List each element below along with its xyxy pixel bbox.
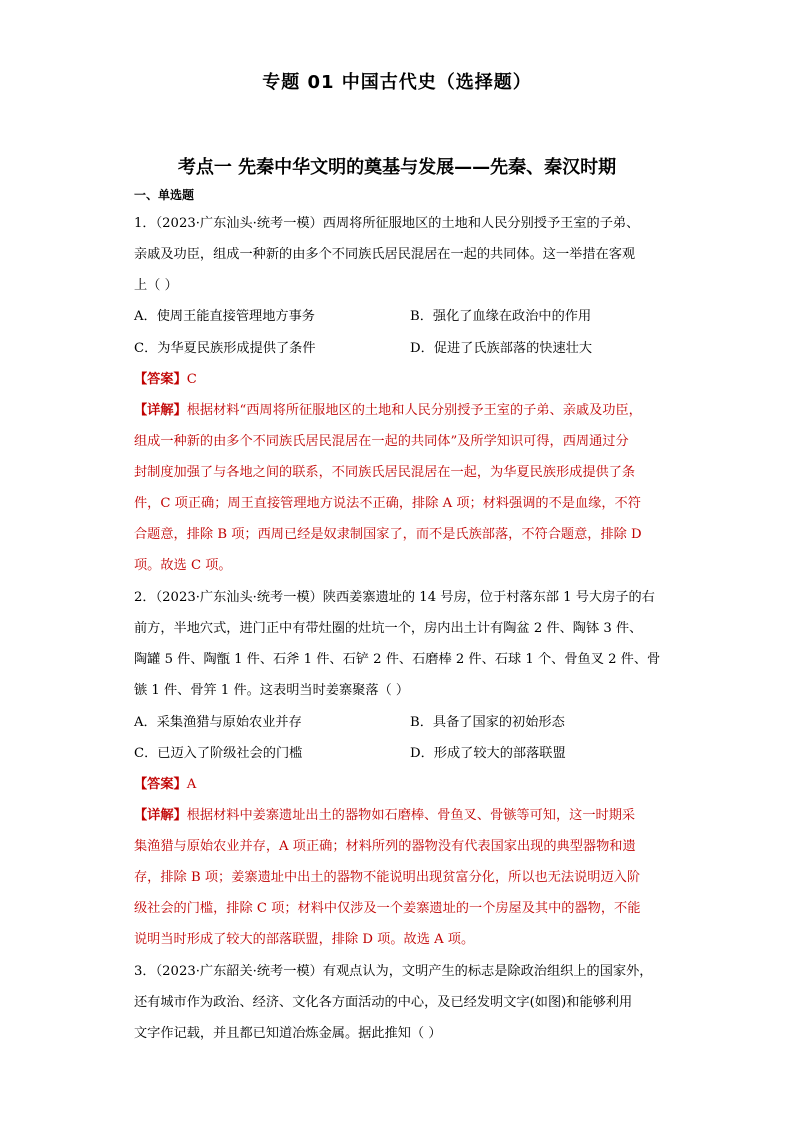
q1-option-a: A．使周王能直接管理地方事务 bbox=[134, 309, 315, 324]
q2-option-a: A．采集渔猎与原始农业并存 bbox=[134, 715, 302, 730]
q2-stem-line-4: 镞 1 件、骨笄 1 件。这表明当时姜寨聚落（ ） bbox=[134, 683, 410, 698]
q1-detail-text-1: 根据材料“西周将所征服地区的土地和人民分别授予王室的子弟、亲戚及功臣， bbox=[186, 403, 642, 418]
q2-detail-line-1 bbox=[134, 804, 635, 823]
document-title: 专题 01 中国古代史（选择题） bbox=[262, 72, 532, 93]
q2-detail-line-5: 说明当时形成了较大的部落联盟，排除 D 项。故选 A 项。 bbox=[134, 932, 475, 947]
q1-stem-line-2: 亲戚及功臣，组成一种新的由多个不同族氏居民混居在一起的共同体。这一举措在客观 bbox=[134, 247, 636, 262]
q2-detail-line-3: 存，排除 B 项；姜寨遗址中出土的器物不能说明出现贫富分化，所以也无法说明迈入阶 bbox=[134, 870, 641, 885]
q1-detail-line-2: 组成一种新的由多个不同族氏居民混居在一起的共同体”及所学知识可得，西周通过分 bbox=[134, 434, 629, 449]
q1-detail-label: 【详解】 bbox=[134, 403, 187, 418]
q2-option-d: D．形成了较大的部落联盟 bbox=[410, 746, 566, 761]
q3-stem-line-3: 文字作记载，并且都已知道冶炼金属。据此推知（ ） bbox=[134, 1026, 442, 1041]
q2-answer-value: A bbox=[186, 777, 197, 792]
q1-option-b: B．强化了血缘在政治中的作用 bbox=[410, 309, 592, 324]
q2-answer-label: 【答案】 bbox=[134, 777, 187, 792]
q1-detail-line-6: 项。故选 C 项。 bbox=[134, 558, 232, 573]
q1-answer bbox=[134, 368, 197, 387]
q2-detail-line-2: 集渔猎与原始农业并存，A 项正确；材料所列的器物没有代表国家出现的典型器物和遗 bbox=[134, 839, 636, 854]
q1-answer-value: C bbox=[186, 372, 197, 387]
q1-stem-line-1: 1．（2023·广东汕头·统考一模）西周将所征服地区的土地和人民分别授予王室的子弟、 bbox=[134, 216, 640, 231]
q2-stem-line-2: 前方，半地穴式，进门正中有带灶圈的灶坑一个，房内出土计有陶盆 2 件、陶钵 3 件、 bbox=[134, 621, 643, 636]
q2-detail-line-4: 级社会的门槛，排除 C 项；材料中仅涉及一个姜寨遗址的一个房屋及其中的器物，不能 bbox=[134, 901, 641, 916]
q1-option-d: D．促进了氏族部落的快速壮大 bbox=[410, 341, 593, 356]
q2-stem-line-1: 2．（2023·广东汕头·统考一模）陕西姜寨遗址的 14 号房，位于村落东部 1 号大房子的右 bbox=[134, 590, 655, 605]
q2-stem-line-3: 陶罐 5 件、陶甑 1 件、石斧 1 件、石铲 2 件、石磨棒 2 件、石球 1 个、骨鱼叉 2 件、骨 bbox=[134, 652, 661, 667]
q1-option-c: C．为华夏民族形成提供了条件 bbox=[134, 341, 316, 356]
section-title: 考点一 先秦中华文明的奠基与发展——先秦、秦汉时期 bbox=[177, 157, 617, 178]
q2-option-c: C．已迈入了阶级社会的门槛 bbox=[134, 746, 303, 761]
q1-detail-line-4: 件，C 项正确；周王直接管理地方说法不正确，排除 A 项；材料强调的不是血缘，不符 bbox=[134, 496, 641, 511]
q3-stem-line-1: 3．（2023·广东韶关·统考一模）有观点认为，文明产生的标志是除政治组织上的国家外， bbox=[134, 964, 653, 979]
q3-stem-line-2: 还有城市作为政治、经济、文化各方面活动的中心，及已经发明文字(如图)和能够利用 bbox=[134, 995, 633, 1010]
q2-option-b: B．具备了国家的初始形态 bbox=[410, 715, 565, 730]
q1-detail-line-5: 合题意，排除 B 项；西周已经是奴隶制国家了，而不是氏族部落，不符合题意，排除 D bbox=[134, 527, 642, 542]
q2-detail-label: 【详解】 bbox=[134, 808, 187, 823]
q1-detail-line-3: 封制度加强了与各地之间的联系，不同族氏居民混居在一起，为华夏民族形成提供了条 bbox=[134, 465, 636, 480]
part-title: 一、单选题 bbox=[134, 188, 195, 202]
q1-answer-label: 【答案】 bbox=[134, 372, 187, 387]
q2-detail-text-1: 根据材料中姜寨遗址出土的器物如石磨棒、骨鱼叉、骨镞等可知，这一时期采 bbox=[186, 808, 636, 823]
q1-detail-line-1 bbox=[134, 399, 642, 418]
q2-answer bbox=[134, 773, 196, 792]
q1-stem-line-3: 上（ ） bbox=[134, 278, 178, 293]
